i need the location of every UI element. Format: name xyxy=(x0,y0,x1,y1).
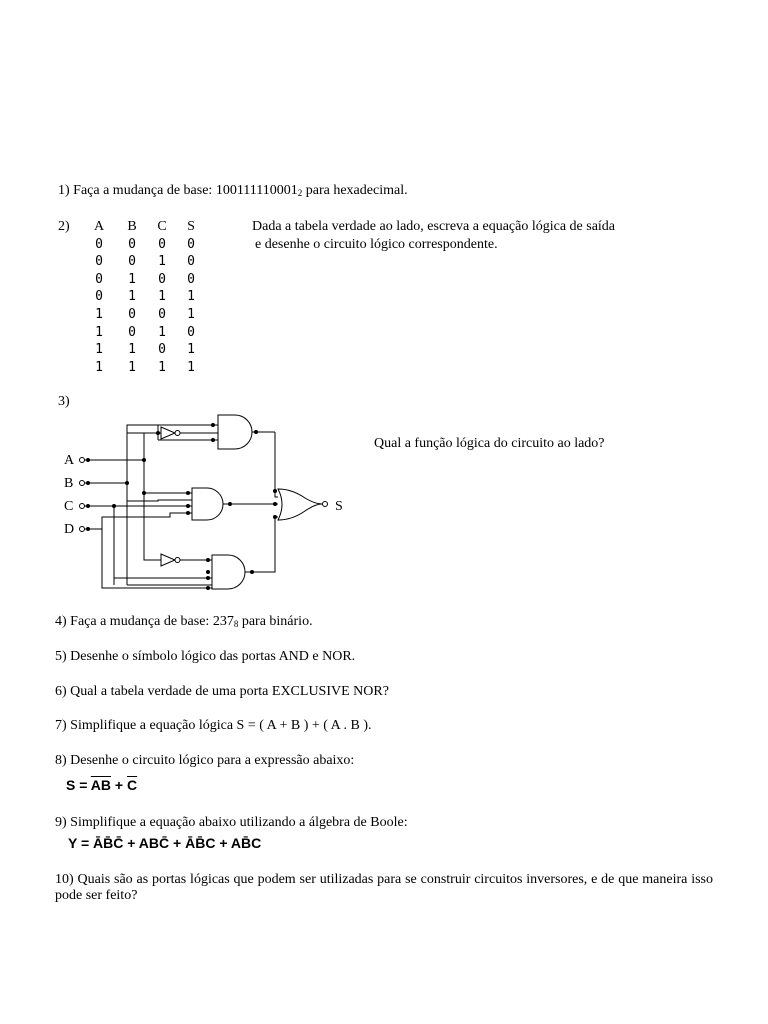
truth-table-header-b: B xyxy=(127,219,137,234)
truth-table-cell: 0 xyxy=(95,236,103,252)
truth-table-cell: 1 xyxy=(158,254,166,270)
input-label-a: A xyxy=(64,453,75,468)
question-1-suffix: para hexadecimal. xyxy=(302,183,408,198)
question-7: 7) Simplifique a equação lógica S = ( A + B ) + ( A . B ). xyxy=(55,718,372,733)
question-4 xyxy=(55,614,313,632)
input-terminals xyxy=(80,458,85,532)
truth-table-header-a: A xyxy=(93,219,105,234)
base-subscript: 2 xyxy=(297,188,303,198)
question-8: 8) Desenhe o circuito lógico para a expressão abaixo: xyxy=(55,753,355,768)
truth-table-cell: 0 xyxy=(187,254,195,270)
question-4-suffix: para binário. xyxy=(238,614,313,629)
truth-table-cell: 1 xyxy=(158,359,166,375)
equation-term-ab: $\overline{AB}$ xyxy=(90,777,112,793)
truth-table-cell: 1 xyxy=(187,306,195,322)
truth-table-cell: 0 xyxy=(187,271,195,287)
truth-table-cell: 1 xyxy=(95,342,103,358)
bottom-not-gate xyxy=(161,554,175,566)
truth-table-cell: 1 xyxy=(187,359,195,375)
bottom-and-branch xyxy=(102,460,278,589)
truth-table-cell: 0 xyxy=(128,306,136,322)
question-9-equation: Y = ĀB̄C̄ + ABC̄ + ĀB̄C + AB̄C xyxy=(68,835,262,851)
truth-table-cell: 1 xyxy=(158,289,166,305)
truth-table-column-b xyxy=(125,219,139,377)
truth-table-cell: 0 xyxy=(158,342,166,358)
truth-table-column-a xyxy=(92,219,106,377)
question-8-equation xyxy=(66,777,137,793)
wire-buses xyxy=(102,433,144,585)
truth-table-cell: 0 xyxy=(187,324,195,340)
top-not-gate xyxy=(161,427,175,439)
input-label-d: D xyxy=(64,522,75,537)
equation-lhs: S = xyxy=(66,777,91,793)
truth-table-cell: 0 xyxy=(128,236,136,252)
truth-table-cell: 1 xyxy=(128,359,136,375)
or-gate xyxy=(278,489,322,520)
truth-table-cell: 1 xyxy=(128,271,136,287)
truth-table-cell: 0 xyxy=(95,254,103,270)
truth-table-column-c xyxy=(155,219,169,377)
truth-table-cell: 0 xyxy=(158,306,166,322)
question-1 xyxy=(58,183,408,201)
question-4-text: 4) Faça a mudança de base: 237 xyxy=(55,614,234,629)
logic-circuit-diagram xyxy=(60,405,380,605)
question-6: 6) Qual a tabela verdade de uma porta EXCLUSIVE NOR? xyxy=(55,684,389,699)
question-3-number: 3) xyxy=(58,394,70,409)
base-subscript: 8 xyxy=(233,619,239,629)
truth-table-cell: 0 xyxy=(95,271,103,287)
question-9: 9) Simplifique a equação abaixo utilizando a álgebra de Boole: xyxy=(55,815,408,830)
truth-table-cell: 1 xyxy=(187,289,195,305)
truth-table-cell: 0 xyxy=(158,271,166,287)
truth-table-cell: 0 xyxy=(158,236,166,252)
truth-table-cell: 0 xyxy=(128,254,136,270)
truth-table-cell: 1 xyxy=(128,289,136,305)
question-1-text: 1) Faça a mudança de base: 100111110001 xyxy=(58,183,298,198)
truth-table-cell: 0 xyxy=(187,236,195,252)
truth-table xyxy=(88,219,208,379)
truth-table-header-s: S xyxy=(187,219,195,234)
truth-table-cell: 1 xyxy=(95,324,103,340)
input-label-c: C xyxy=(64,499,74,514)
truth-table-cell: 1 xyxy=(128,342,136,358)
output-label-s: S xyxy=(335,499,343,514)
truth-table-column-s xyxy=(184,219,198,377)
question-5: 5) Desenhe o símbolo lógico das portas AND e NOR. xyxy=(55,649,356,664)
bottom-and-gate xyxy=(212,555,245,589)
equation-term-c: $\overline{C}$ xyxy=(126,777,138,793)
question-3-text: Qual a função lógica do circuito ao lado? xyxy=(374,436,605,451)
question-10: 10) Quais são as portas lógicas que podem ser utilizadas para se construir circuitos inversores, e de que maneira isso pode ser feito? xyxy=(55,872,713,903)
question-2-number: 2) xyxy=(58,219,70,234)
middle-and-gate xyxy=(192,488,223,520)
top-and-gate xyxy=(218,415,252,449)
truth-table-cell: 1 xyxy=(158,324,166,340)
truth-table-cell: 1 xyxy=(187,342,195,358)
truth-table-cell: 0 xyxy=(128,324,136,340)
question-2-text-line2: e desenhe o circuito lógico correspondente. xyxy=(255,237,498,252)
equation-plus: + xyxy=(111,777,127,793)
top-and-branch xyxy=(127,415,275,449)
output-or-branch xyxy=(275,432,328,520)
input-label-b: B xyxy=(64,476,74,491)
truth-table-header-c: C xyxy=(157,219,167,234)
truth-table-cell: 1 xyxy=(95,306,103,322)
truth-table-cell: 0 xyxy=(95,289,103,305)
truth-table-cell: 1 xyxy=(95,359,103,375)
question-2-text-line1: Dada a tabela verdade ao lado, escreva a equação lógica de saída xyxy=(252,219,616,234)
